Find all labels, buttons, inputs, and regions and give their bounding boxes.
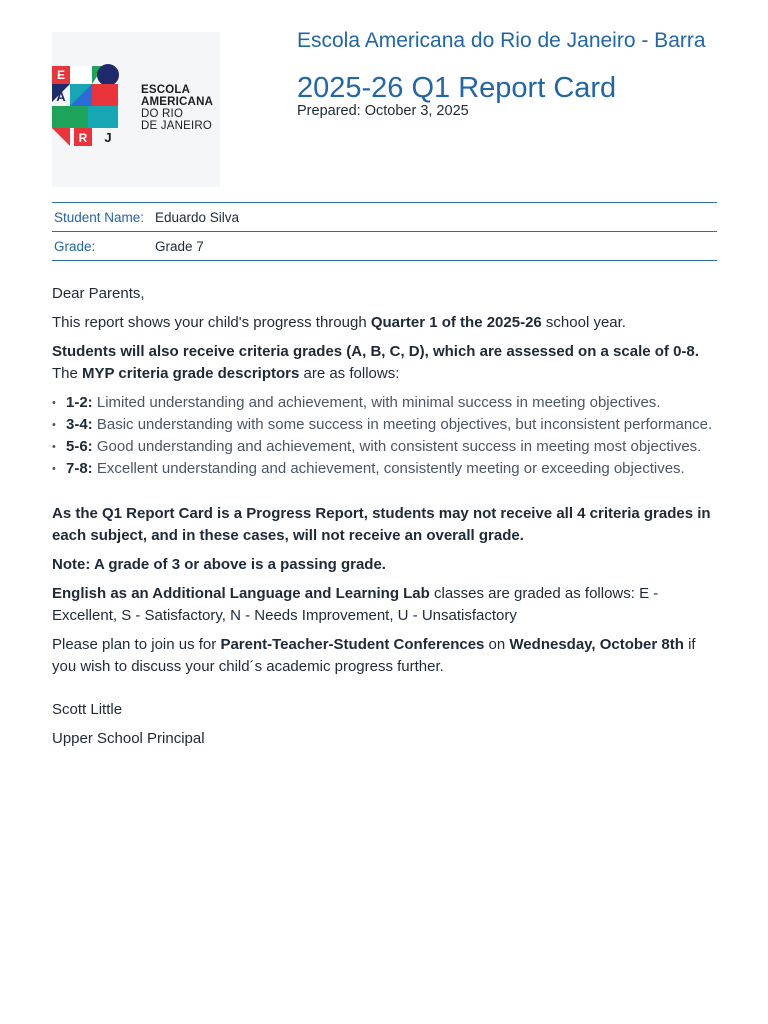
grade-label: Grade:: [54, 238, 96, 254]
passing-note-text: Note: A grade of 3 or above is a passing grade.: [52, 556, 386, 573]
grade-row: [52, 232, 717, 261]
report-title: 2025-26 Q1 Report Card: [297, 72, 617, 104]
list-item: [52, 392, 720, 414]
eal-text-bold: English as an Additional Language and Learning Lab: [52, 585, 430, 602]
eal-text: classes are graded as follows: E - Excellent, S - Satisfactory, N - Needs Improvement, U - Unsatisfactory: [52, 585, 659, 624]
logo-word-escola: ESCOLA: [141, 84, 191, 96]
logo-block-red-mid: [92, 84, 118, 106]
conf-text-mid: on: [484, 636, 510, 653]
list-item: [52, 414, 720, 436]
student-name-row: [52, 203, 717, 232]
logo-wordmark: [141, 84, 213, 132]
criteria-text-post: are as follows:: [299, 365, 400, 382]
conf-text-pre: Please plan to join us for: [52, 636, 221, 653]
descriptor-text: Excellent understanding and achievement, consistently meeting or exceeding objectives.: [92, 460, 685, 477]
spacer: [52, 487, 720, 503]
descriptor-text: Basic understanding with some success in meeting objectives, but inconsistent performance.: [92, 416, 713, 433]
logo-block-white: [70, 66, 92, 84]
prepared-date: Prepared: October 3, 2025: [297, 103, 469, 119]
list-item: [52, 436, 720, 458]
logo-letter-r: R: [78, 131, 88, 145]
descriptor-list: [52, 392, 720, 480]
logo-circle-navy: [97, 64, 119, 86]
logo-letter-a: A: [56, 89, 66, 104]
student-name-label: Student Name:: [54, 209, 145, 225]
school-name: Escola Americana do Rio de Janeiro - Barra: [297, 29, 706, 52]
logo-block-teal: [88, 106, 118, 128]
conf-text-post: if you wish to discuss your child´s academic progress further.: [52, 636, 696, 675]
criteria-text-bold: Students will also receive criteria grades (A, B, C, D), which are assessed on a scale of 0-8.: [52, 343, 699, 360]
logo-word-de-janeiro: DE JANEIRO: [141, 120, 213, 132]
descriptor-range: 3-4:: [66, 416, 93, 433]
conference-paragraph: [52, 634, 720, 678]
intro-text-pre: This report shows your child's progress through: [52, 314, 371, 331]
criteria-text-mid: The: [52, 365, 83, 382]
conf-text-bold: Parent-Teacher-Student Conferences: [220, 636, 485, 653]
earj-logo-mark: [52, 62, 124, 152]
logo-block-green: [52, 106, 88, 128]
descriptor-range: 1-2:: [66, 394, 93, 411]
student-name-value: Eduardo Silva: [155, 209, 240, 225]
descriptor-text: Good understanding and achievement, with consistent success in meeting most objectives.: [92, 438, 702, 455]
logo-word-americana: AMERICANA: [141, 96, 214, 108]
intro-text-bold: Quarter 1 of the 2025-26: [370, 314, 542, 331]
school-logo: [52, 32, 220, 187]
progress-note-text: As the Q1 Report Card is a Progress Report, students may not receive all 4 criteria grades in each subject, and in these cases, will not receive an overall grade.: [52, 505, 711, 544]
logo-letter-e: E: [56, 68, 66, 82]
descriptor-range: 5-6:: [66, 438, 93, 455]
eal-paragraph: [52, 583, 720, 627]
descriptor-range: 7-8:: [66, 460, 93, 477]
spacer: [52, 685, 720, 699]
logo-letter-j: J: [104, 130, 112, 145]
progress-note: [52, 503, 720, 547]
intro-paragraph: [52, 312, 720, 334]
criteria-paragraph: [52, 341, 720, 385]
logo-word-do-rio: DO RIO: [141, 108, 184, 120]
student-info-table: [52, 202, 717, 261]
passing-note: [52, 554, 720, 576]
greeting: Dear Parents,: [52, 285, 145, 302]
descriptor-text: Limited understanding and achievement, with minimal success in meeting objectives.: [92, 394, 661, 411]
intro-text-post: school year.: [541, 314, 626, 331]
signer-title: Upper School Principal: [52, 730, 205, 747]
conf-date: Wednesday, October 8th: [509, 636, 684, 653]
letter-body: [52, 283, 720, 757]
grade-value: Grade 7: [155, 238, 204, 254]
signer-name: Scott Little: [52, 701, 123, 718]
criteria-text-bold2: MYP criteria grade descriptors: [82, 365, 300, 382]
list-item: [52, 458, 720, 480]
logo-triangle-red: [52, 128, 70, 146]
